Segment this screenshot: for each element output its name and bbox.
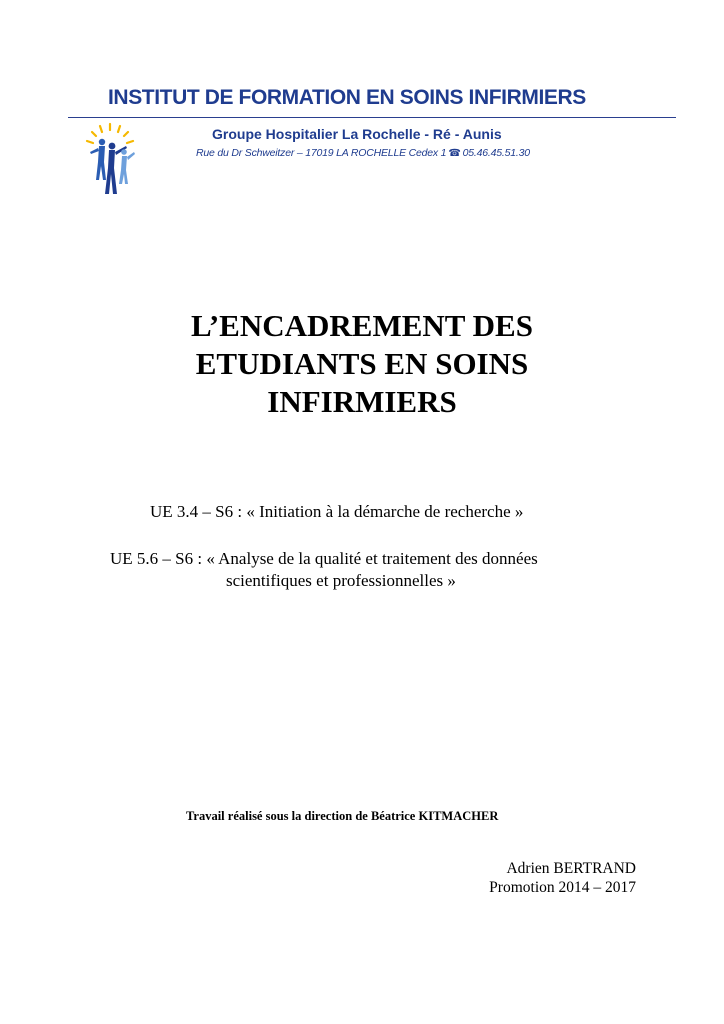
teaching-unit-2: UE 5.6 – S6 : « Analyse de la qualité et traitement des données bbox=[110, 549, 538, 568]
ifsi-logo-icon bbox=[82, 122, 138, 198]
institute-title: INSTITUT DE FORMATION EN SOINS INFIRMIERS bbox=[108, 86, 586, 109]
group-name: Groupe Hospitalier La Rochelle - Ré - Aunis bbox=[212, 126, 502, 142]
address-text: Rue du Dr Schweitzer – 17019 LA ROCHELLE Cedex 1 bbox=[196, 147, 447, 159]
document-title bbox=[92, 307, 632, 421]
address-line bbox=[196, 147, 530, 159]
phone-number: 05.46.45.51.30 bbox=[462, 147, 530, 159]
author-block bbox=[489, 859, 636, 897]
header-divider bbox=[68, 117, 676, 118]
promotion: Promotion 2014 – 2017 bbox=[489, 879, 636, 896]
title-line-2: ETUDIANTS EN SOINS bbox=[195, 346, 529, 381]
teaching-unit-1: UE 3.4 – S6 : « Initiation à la démarche de recherche » bbox=[150, 502, 524, 521]
telephone-icon: ☎ bbox=[448, 148, 461, 159]
author-name: Adrien BERTRAND bbox=[506, 860, 636, 877]
supervision-line: Travail réalisé sous la direction de Béatrice KITMACHER bbox=[186, 809, 499, 823]
title-line-3: INFIRMIERS bbox=[267, 384, 457, 419]
teaching-unit-2-continued: scientifiques et professionnelles » bbox=[226, 571, 456, 590]
title-line-1: L’ENCADREMENT DES bbox=[191, 308, 533, 343]
